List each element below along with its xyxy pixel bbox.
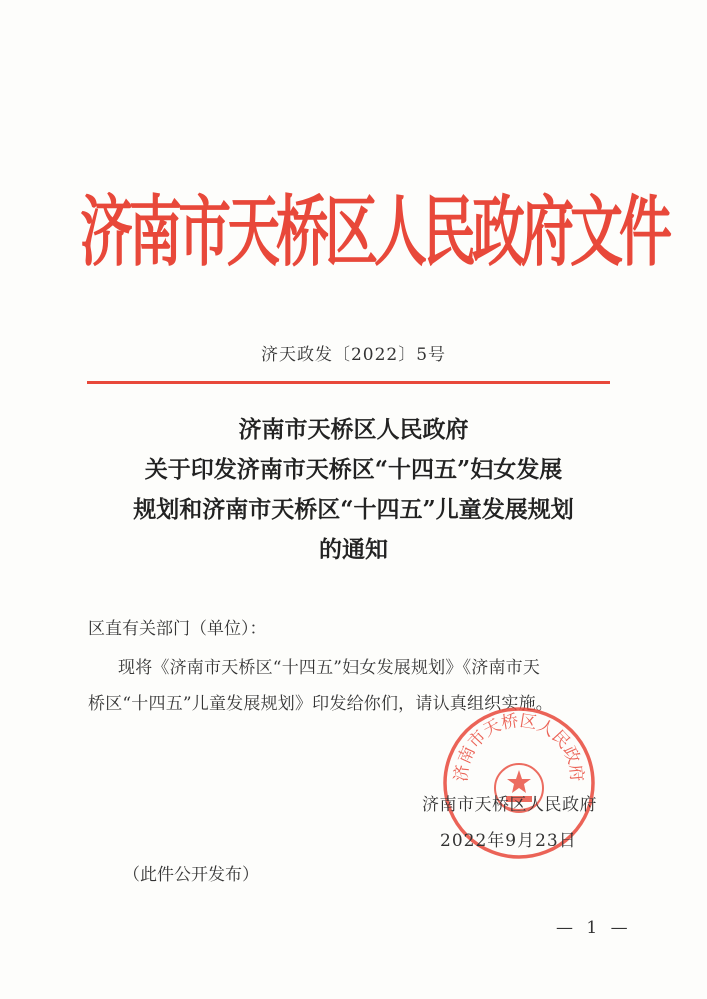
issuer-header-title: 济南市天桥区人民政府文件 bbox=[80, 189, 668, 278]
notice-title-line: 的通知 bbox=[319, 536, 388, 563]
signing-date: 2022年9月23日 bbox=[440, 831, 577, 851]
body-paragraph-line: 现将《济南市天桥区“十四五”妇女发展规划》《济南市天 bbox=[118, 658, 541, 678]
page-number: — 1 — bbox=[556, 918, 632, 938]
public-release-note: （此件公开发布） bbox=[123, 865, 259, 885]
signing-organization: 济南市天桥区人民政府 bbox=[422, 795, 597, 815]
addressee-line: 区直有关部门（单位）： bbox=[88, 619, 267, 639]
notice-title-line: 规划和济南市天桥区“十四五”儿童发展规划 bbox=[133, 496, 574, 523]
seal-text: 济南市天桥区人民政府 bbox=[451, 711, 587, 783]
body-paragraph-line: 桥区“十四五”儿童发展规划》印发给你们，请认真组织实施。 bbox=[88, 694, 553, 714]
red-divider-line bbox=[87, 381, 610, 384]
notice-title-line: 济南市天桥区人民政府 bbox=[238, 416, 469, 443]
notice-title-line: 关于印发济南市天桥区“十四五”妇女发展 bbox=[144, 456, 563, 483]
document-number: 济天政发〔2022〕5号 bbox=[260, 345, 447, 365]
notice-title bbox=[60, 410, 647, 570]
